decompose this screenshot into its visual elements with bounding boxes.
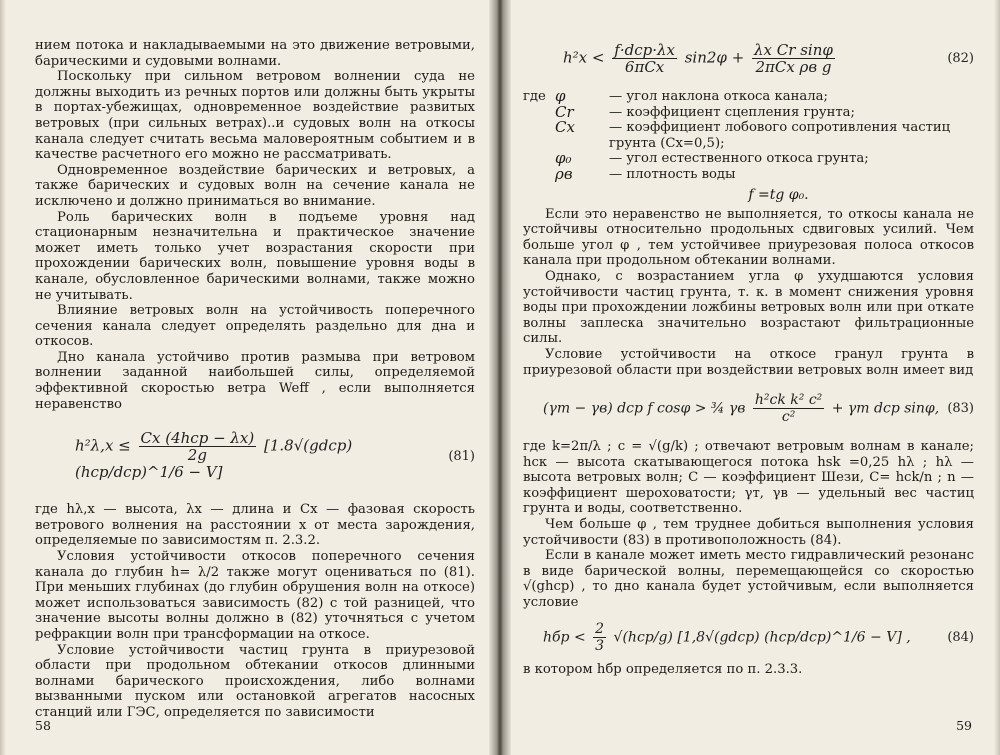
formula-lhs: h²x < xyxy=(563,48,605,67)
definition-symbol: φ₀ xyxy=(555,149,572,168)
formula-denominator: 2g xyxy=(187,446,207,465)
formula-rest: + γт dcp sinφ, xyxy=(831,400,940,417)
definition-item xyxy=(523,151,974,167)
formula-lhs: h²λ,x ≤ xyxy=(75,436,131,455)
formula-rest: [1.8√(gdcp) (hcp/dcp)^1/6 − V] xyxy=(75,436,353,482)
formula-denominator: 3 xyxy=(595,637,605,654)
definition-text: — коэффициент сцепления грунта; xyxy=(609,104,855,120)
right-page xyxy=(503,0,1000,755)
formula-83 xyxy=(543,392,974,425)
formula-84 xyxy=(543,621,974,654)
formula-denominator: c² xyxy=(781,409,796,426)
equation-number: (82) xyxy=(947,51,974,66)
paragraph: Если это неравенство не выполняется, то откосы канала не устойчивы относительно продольных сдвиговых усилий. Чем больше угол φ , тем устойчивее приурезовая полоса откосов канала при продольном обтекании волнами. xyxy=(523,206,974,269)
paragraph: Влияние ветровых волн на устойчивость поперечного сечения канала следует определять раздельно для дна и откосов. xyxy=(35,303,475,350)
paragraph: Одновременное воздействие барических и ветровых, а также барических и судовых волн на сечение канала не исключено и должно приниматься во внимание. xyxy=(35,162,475,209)
paragraph: Условие устойчивости частиц грунта в приурезовой области при продольном обтекании откосов длинными волнами барического происхождения, либо волнами вызванными пуском или остановкой агрегатов насосных станций или ГЭС, определяется по зависимости xyxy=(35,642,475,720)
equation-number: (81) xyxy=(448,448,475,464)
definitions-lead: где xyxy=(523,89,546,104)
formula-81 xyxy=(75,430,475,482)
left-page xyxy=(0,0,497,755)
paragraph: Однако, с возрастанием угла φ ухудшаются условия устойчивости частиц грунта, т. к. в момент снижения уровня воды при прохождении ложбины ветровых волн или при откате волны заплеска значительно возрастают фильтрационные силы. xyxy=(523,268,974,347)
definition-item xyxy=(523,89,974,105)
formula-numerator: f·dcp·λx xyxy=(614,41,675,59)
formula-denominator: 6πCx xyxy=(624,58,665,76)
paragraph: в котором hбр определяется по п. 2.3.3. xyxy=(523,661,803,677)
formula-fraction xyxy=(139,430,257,463)
paragraph: Чем больше φ , тем труднее добиться выполнения условия устойчивости (83) в противоположность (84). xyxy=(523,517,974,548)
definition-item xyxy=(523,164,974,183)
formula-rest: √(hcp/g) [1,8√(gdcp) (hcp/dcp)^1/6 − V] , xyxy=(613,629,911,646)
formula-lhs: (γт − γв) dcp f cosφ > ¾ γв xyxy=(543,400,746,417)
paragraph: Если в канале может иметь место гидравлический резонанс в виде барической волны, перемещающейся со скоростью √(ghcp) , то дно канала будет устойчивым, если выполняется условие xyxy=(523,548,974,611)
definitions-list xyxy=(523,89,974,183)
formula-middle: sin2φ + xyxy=(684,48,745,67)
formula-fraction xyxy=(612,42,677,75)
formula-denominator: 2πCx ρв g xyxy=(755,58,832,76)
formula-82 xyxy=(563,42,974,75)
definition-symbol: ρв xyxy=(555,164,573,183)
definition-text: — угол наклона откоса канала; xyxy=(609,89,828,104)
paragraph: нием потока и накладываемыми на это движение ветровыми, барическими и судовыми волнами. xyxy=(35,38,475,69)
formula-numerator: λx Cr sinφ xyxy=(754,41,833,59)
formula-numerator: h²ck k² c² xyxy=(754,392,823,409)
definition-text: — угол естественного откоса грунта; xyxy=(609,151,869,167)
paragraph: Роль барических волн в подъеме уровня над стационарным незначительна и практическое значение может иметь только учет возрастания скорости при прохождении барических волн, повышение уровня воды в канале, обусловленное барическими волнами, также можно не учитывать. xyxy=(35,209,475,303)
definition-item xyxy=(523,102,974,121)
paragraph: Условия устойчивости откосов поперечного сечения канала до глубин h= λ/2 также могут оцениваться по (81). При меньших глубинах (до глубин обрушения волн на откосе) может использоваться зависимость (82) с той разницей, что значение высоты волны должно в (82) уточняться с учетом рефракции волн при трансформации на откосе. xyxy=(35,549,475,642)
page-number: 59 xyxy=(956,718,972,733)
paragraph: где hλ,x — высота, λx — длина и Cx — фазовая скорость ветрового волнения на расстоянии x от места зарождения, определяемые по зависимостям п. 2.3.2. xyxy=(35,502,475,549)
definition-item xyxy=(523,120,974,151)
equation-number: (83) xyxy=(947,401,974,417)
definition-symbol: Cx xyxy=(555,118,575,137)
paragraph: Поскольку при сильном ветровом волнении суда не должны выходить из речных портов или должны быть укрыты в портах-убежищах, одновременное воздействие развитых ветровых (при сильных ветрах)..и судовых волн на откосы канала следует считать весьма маловероятным событием и в качестве расчетного его можно не рассматривать. xyxy=(35,69,475,163)
f-definition: f =tg φ₀. xyxy=(748,186,809,203)
paragraph: Дно канала устойчиво против размыва при ветровом волнении заданной наибольшей силы, определяемой эффективной скоростью ветра Weff , если выполняется неравенство xyxy=(35,349,475,412)
formula-numerator: Cx (4hcp − λx) xyxy=(140,429,255,448)
formula-fraction xyxy=(752,42,835,75)
definition-symbol: φ xyxy=(555,87,566,105)
formula-lhs: hбр < xyxy=(543,629,586,646)
formula-fraction xyxy=(753,392,824,425)
paragraph: где k=2π/λ ; c = √(g/k) ; отвечают ветровым волнам в канале; hск — высота скатывающегося потока hsk =0,25 hλ ; hλ — высота ветровых волн; C — коэффициент Шези, C= hck/n ; n — коэффициент шероховатости; γт, γв — удельный вес частиц грунта и воды, соответственно. xyxy=(523,439,974,517)
equation-number: (84) xyxy=(947,629,974,645)
definition-symbol: Cr xyxy=(555,102,574,121)
page-number: 58 xyxy=(35,718,51,733)
definition-text: — коэффициент лобового сопротивления частиц грунта (Cx=0,5); xyxy=(609,120,951,151)
paragraph: Условие устойчивости на откосе гранул грунта в приурезовой области при воздействии ветровых волн имеет вид xyxy=(523,346,974,378)
definition-text: — плотность воды xyxy=(609,166,736,182)
formula-numerator: 2 xyxy=(595,620,605,637)
formula-fraction xyxy=(593,621,606,654)
